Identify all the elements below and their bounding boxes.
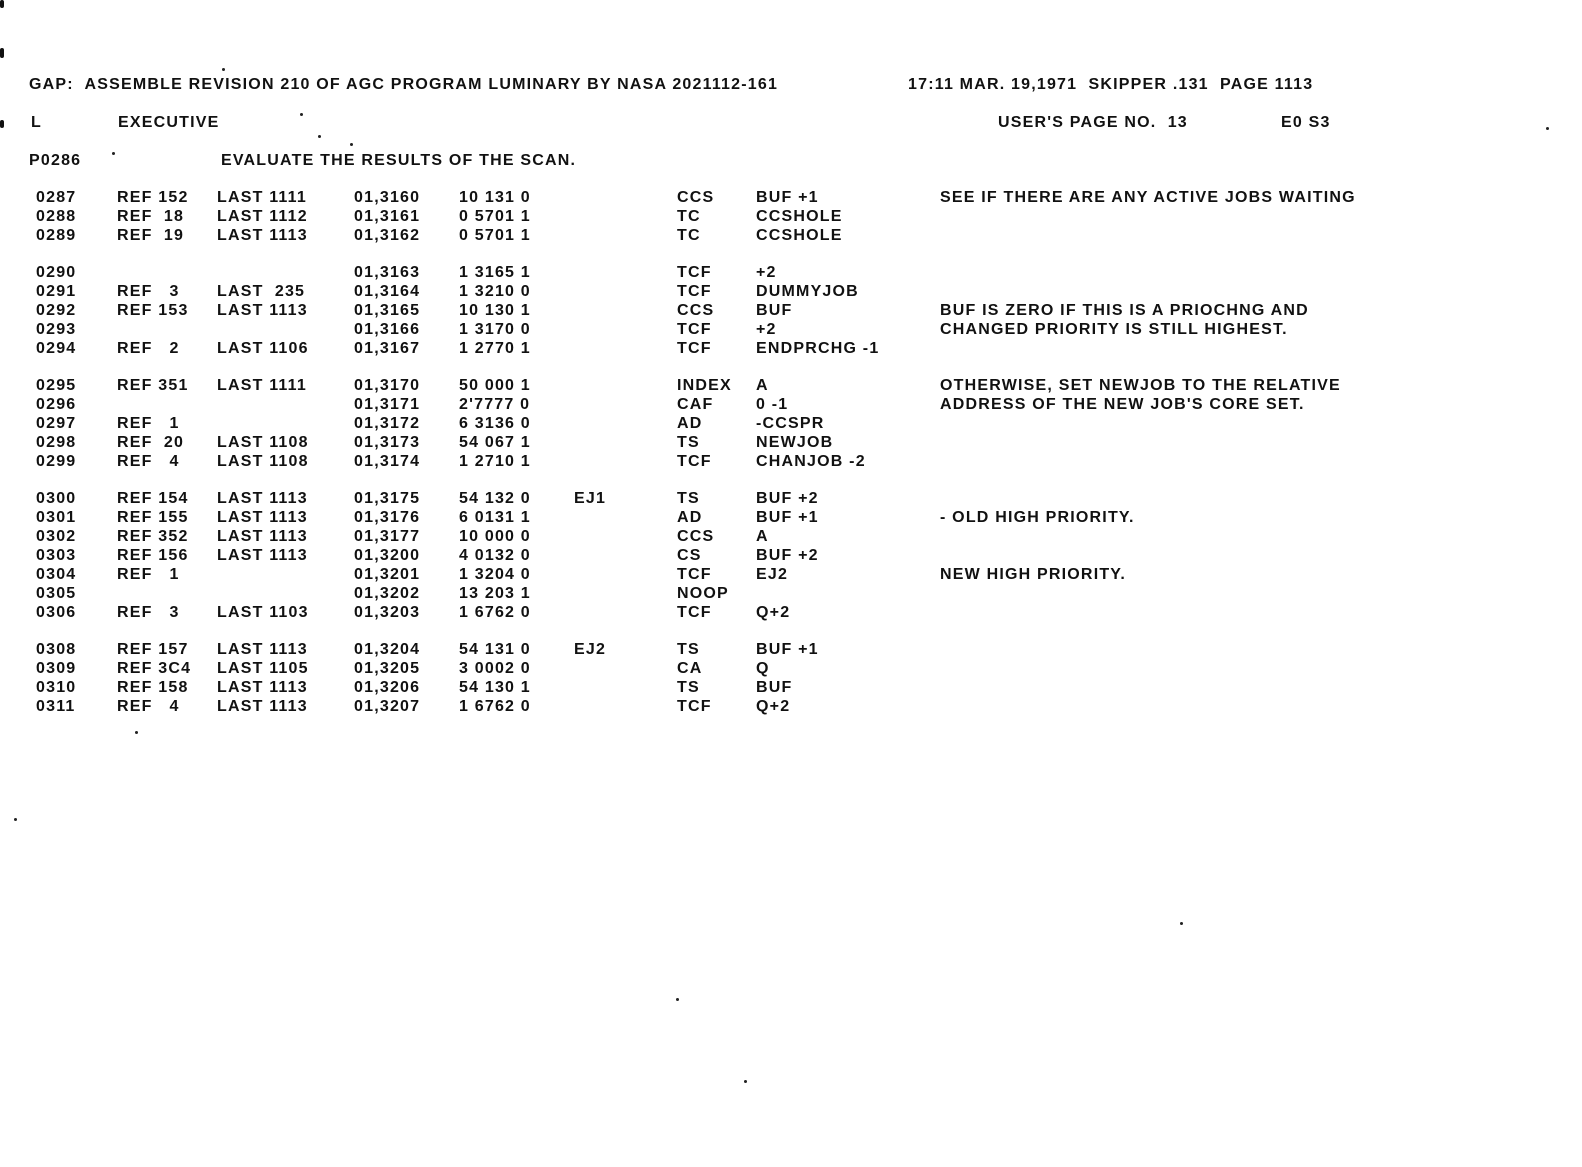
operand: DUMMYJOB — [756, 283, 859, 300]
listing-row — [0, 339, 1582, 358]
opcode: CAF — [677, 396, 714, 413]
operand: ENDPRCHG -1 — [756, 340, 880, 357]
listing-row — [0, 565, 1582, 584]
line-number: 0302 — [36, 528, 77, 545]
octal-word: 1 2710 1 — [459, 453, 531, 470]
listing-row — [0, 282, 1582, 301]
ref-count: REF 1 — [117, 566, 180, 583]
opcode: TCF — [677, 283, 712, 300]
scan-edge-mark — [0, 0, 4, 8]
last-ref-page: LAST 1103 — [217, 604, 309, 621]
memory-address: 01,3202 — [354, 585, 421, 602]
listing-row — [0, 527, 1582, 546]
opcode: TCF — [677, 340, 712, 357]
operand: EJ2 — [756, 566, 789, 583]
octal-word: 4 0132 0 — [459, 547, 531, 564]
last-ref-page: LAST 1113 — [217, 528, 308, 545]
line-number: 0290 — [36, 264, 77, 281]
scan-speck — [300, 113, 303, 116]
operand: +2 — [756, 264, 777, 281]
memory-address: 01,3207 — [354, 698, 421, 715]
octal-word: 1 6762 0 — [459, 604, 531, 621]
comment-line-number: P0286 — [29, 152, 82, 169]
operand: Q+2 — [756, 698, 791, 715]
listing-row — [0, 414, 1582, 433]
listing-row — [0, 678, 1582, 697]
operand: CCSHOLE — [756, 227, 843, 244]
ref-count: REF 352 — [117, 528, 189, 545]
memory-address: 01,3161 — [354, 208, 421, 225]
opcode: TS — [677, 490, 700, 507]
operand: NEWJOB — [756, 434, 834, 451]
scan-speck — [318, 135, 321, 138]
octal-word: 0 5701 1 — [459, 208, 531, 225]
opcode: CCS — [677, 189, 715, 206]
octal-word: 13 203 1 — [459, 585, 531, 602]
operand: BUF — [756, 679, 793, 696]
listing-row — [0, 659, 1582, 678]
operand: +2 — [756, 321, 777, 338]
line-number: 0301 — [36, 509, 77, 526]
line-number: 0303 — [36, 547, 77, 564]
line-number: 0311 — [36, 698, 76, 715]
opcode: TCF — [677, 321, 712, 338]
last-ref-page: LAST 235 — [217, 283, 306, 300]
last-ref-page: LAST 1113 — [217, 227, 308, 244]
ref-count: REF 20 — [117, 434, 185, 451]
line-number: 0308 — [36, 641, 77, 658]
opcode: CCS — [677, 528, 715, 545]
octal-word: 1 3210 0 — [459, 283, 531, 300]
last-ref-page: LAST 1111 — [217, 377, 307, 394]
line-number: 0305 — [36, 585, 77, 602]
listing-row — [0, 226, 1582, 245]
line-number: 0297 — [36, 415, 77, 432]
memory-address: 01,3204 — [354, 641, 421, 658]
octal-word: 1 6762 0 — [459, 698, 531, 715]
memory-address: 01,3172 — [354, 415, 421, 432]
opcode: INDEX — [677, 377, 732, 394]
memory-address: 01,3162 — [354, 227, 421, 244]
last-ref-page: LAST 1106 — [217, 340, 309, 357]
memory-address: 01,3177 — [354, 528, 421, 545]
line-number: 0299 — [36, 453, 77, 470]
listing-row — [0, 207, 1582, 226]
ref-count: REF 154 — [117, 490, 189, 507]
memory-address: 01,3166 — [354, 321, 421, 338]
operand: A — [756, 377, 769, 394]
comment: SEE IF THERE ARE ANY ACTIVE JOBS WAITING — [940, 189, 1356, 206]
page-code: E0 S3 — [1281, 114, 1331, 131]
operand: Q+2 — [756, 604, 791, 621]
opcode: TCF — [677, 264, 712, 281]
ref-count: REF 156 — [117, 547, 189, 564]
memory-address: 01,3200 — [354, 547, 421, 564]
memory-address: 01,3171 — [354, 396, 421, 413]
listing-row — [0, 584, 1582, 603]
opcode: TS — [677, 641, 700, 658]
memory-address: 01,3174 — [354, 453, 421, 470]
listing-row — [0, 452, 1582, 471]
listing-row — [0, 376, 1582, 395]
octal-word: 54 132 0 — [459, 490, 531, 507]
last-ref-page: LAST 1113 — [217, 547, 308, 564]
opcode: TCF — [677, 698, 712, 715]
ref-count: REF 3 — [117, 604, 180, 621]
memory-address: 01,3164 — [354, 283, 421, 300]
operand: BUF — [756, 302, 793, 319]
last-ref-page: LAST 1105 — [217, 660, 309, 677]
listing-row — [0, 263, 1582, 282]
last-ref-page: LAST 1113 — [217, 302, 308, 319]
memory-address: 01,3201 — [354, 566, 421, 583]
octal-word: 2'7777 0 — [459, 396, 531, 413]
location-label: EJ1 — [574, 490, 607, 507]
line-number: 0296 — [36, 396, 77, 413]
memory-address: 01,3170 — [354, 377, 421, 394]
octal-word: 54 067 1 — [459, 434, 531, 451]
opcode: TS — [677, 434, 700, 451]
scan-speck — [744, 1080, 747, 1083]
scan-speck — [14, 818, 17, 821]
opcode: TCF — [677, 604, 712, 621]
line-number: 0304 — [36, 566, 77, 583]
operand: BUF +1 — [756, 641, 819, 658]
memory-address: 01,3160 — [354, 189, 421, 206]
line-number: 0306 — [36, 604, 77, 621]
memory-address: 01,3176 — [354, 509, 421, 526]
listing-row — [0, 508, 1582, 527]
ref-count: REF 2 — [117, 340, 180, 357]
ref-count: REF 155 — [117, 509, 189, 526]
scan-speck — [112, 152, 115, 155]
opcode: TS — [677, 679, 700, 696]
scan-speck — [1546, 127, 1549, 130]
ref-count: REF 153 — [117, 302, 189, 319]
ref-count: REF 158 — [117, 679, 189, 696]
listing-row — [0, 188, 1582, 207]
log-letter: L — [31, 114, 42, 131]
memory-address: 01,3206 — [354, 679, 421, 696]
line-number: 0287 — [36, 189, 77, 206]
operand: BUF +2 — [756, 490, 819, 507]
octal-word: 10 131 0 — [459, 189, 531, 206]
listing-row — [0, 489, 1582, 508]
users-page-number: USER'S PAGE NO. 13 — [998, 114, 1188, 131]
memory-address: 01,3175 — [354, 490, 421, 507]
octal-word: 10 130 1 — [459, 302, 531, 319]
opcode: NOOP — [677, 585, 729, 602]
line-number: 0294 — [36, 340, 77, 357]
operand: Q — [756, 660, 770, 677]
octal-word: 3 0002 0 — [459, 660, 531, 677]
memory-address: 01,3163 — [354, 264, 421, 281]
ref-count: REF 351 — [117, 377, 189, 394]
last-ref-page: LAST 1113 — [217, 679, 308, 696]
last-ref-page: LAST 1113 — [217, 641, 308, 658]
operand: -CCSPR — [756, 415, 825, 432]
octal-word: 54 130 1 — [459, 679, 531, 696]
scan-edge-mark — [0, 120, 4, 128]
scan-edge-mark — [0, 48, 4, 58]
header-date-page: 17:11 MAR. 19,1971 SKIPPER .131 PAGE 1113 — [908, 76, 1314, 93]
octal-word: 0 5701 1 — [459, 227, 531, 244]
operand: CHANJOB -2 — [756, 453, 866, 470]
last-ref-page: LAST 1112 — [217, 208, 308, 225]
operand: BUF +2 — [756, 547, 819, 564]
scan-speck — [135, 731, 138, 734]
comment: - OLD HIGH PRIORITY. — [940, 509, 1135, 526]
memory-address: 01,3165 — [354, 302, 421, 319]
opcode: CCS — [677, 302, 715, 319]
scan-speck — [1180, 922, 1183, 925]
octal-word: 1 2770 1 — [459, 340, 531, 357]
header-title: GAP: ASSEMBLE REVISION 210 OF AGC PROGRAM LUMINARY BY NASA 2021112-161 — [29, 76, 779, 93]
ref-count: REF 18 — [117, 208, 185, 225]
line-number: 0288 — [36, 208, 77, 225]
location-label: EJ2 — [574, 641, 607, 658]
memory-address: 01,3205 — [354, 660, 421, 677]
comment: OTHERWISE, SET NEWJOB TO THE RELATIVE — [940, 377, 1341, 394]
octal-word: 6 3136 0 — [459, 415, 531, 432]
memory-address: 01,3167 — [354, 340, 421, 357]
listing-row — [0, 301, 1582, 320]
octal-word: 10 000 0 — [459, 528, 531, 545]
opcode: CS — [677, 547, 702, 564]
scan-speck — [350, 143, 353, 146]
listing-row — [0, 603, 1582, 622]
listing-row — [0, 697, 1582, 716]
opcode: AD — [677, 415, 703, 432]
listing-row — [0, 640, 1582, 659]
line-number: 0291 — [36, 283, 77, 300]
listing-row — [0, 395, 1582, 414]
line-number: 0300 — [36, 490, 77, 507]
memory-address: 01,3203 — [354, 604, 421, 621]
operand: BUF +1 — [756, 189, 819, 206]
last-ref-page: LAST 1113 — [217, 509, 308, 526]
operand: CCSHOLE — [756, 208, 843, 225]
last-ref-page: LAST 1108 — [217, 453, 309, 470]
octal-word: 1 3165 1 — [459, 264, 531, 281]
ref-count: REF 157 — [117, 641, 189, 658]
opcode: TCF — [677, 566, 712, 583]
listing-row — [0, 546, 1582, 565]
octal-word: 1 3170 0 — [459, 321, 531, 338]
line-number: 0298 — [36, 434, 77, 451]
last-ref-page: LAST 1113 — [217, 698, 308, 715]
section-title: EXECUTIVE — [118, 114, 220, 131]
comment: ADDRESS OF THE NEW JOB'S CORE SET. — [940, 396, 1305, 413]
ref-count: REF 3 — [117, 283, 180, 300]
last-ref-page: LAST 1113 — [217, 490, 308, 507]
octal-word: 1 3204 0 — [459, 566, 531, 583]
last-ref-page: LAST 1111 — [217, 189, 307, 206]
listing-row — [0, 433, 1582, 452]
comment: NEW HIGH PRIORITY. — [940, 566, 1127, 583]
comment: BUF IS ZERO IF THIS IS A PRIOCHNG AND — [940, 302, 1309, 319]
last-ref-page: LAST 1108 — [217, 434, 309, 451]
scan-speck — [222, 68, 225, 71]
octal-word: 6 0131 1 — [459, 509, 531, 526]
ref-count: REF 3C4 — [117, 660, 192, 677]
operand: 0 -1 — [756, 396, 789, 413]
operand: BUF +1 — [756, 509, 819, 526]
line-number: 0310 — [36, 679, 77, 696]
scan-speck — [676, 998, 679, 1001]
ref-count: REF 19 — [117, 227, 185, 244]
line-number: 0295 — [36, 377, 77, 394]
comment-line-text: EVALUATE THE RESULTS OF THE SCAN. — [221, 152, 577, 169]
octal-word: 50 000 1 — [459, 377, 531, 394]
operand: A — [756, 528, 769, 545]
ref-count: REF 4 — [117, 453, 180, 470]
ref-count: REF 4 — [117, 698, 180, 715]
listing-row — [0, 320, 1582, 339]
octal-word: 54 131 0 — [459, 641, 531, 658]
opcode: TC — [677, 208, 701, 225]
line-number: 0293 — [36, 321, 77, 338]
opcode: AD — [677, 509, 703, 526]
opcode: TCF — [677, 453, 712, 470]
opcode: TC — [677, 227, 701, 244]
opcode: CA — [677, 660, 703, 677]
line-number: 0292 — [36, 302, 77, 319]
ref-count: REF 152 — [117, 189, 189, 206]
ref-count: REF 1 — [117, 415, 180, 432]
line-number: 0309 — [36, 660, 77, 677]
line-number: 0289 — [36, 227, 77, 244]
comment: CHANGED PRIORITY IS STILL HIGHEST. — [940, 321, 1288, 338]
memory-address: 01,3173 — [354, 434, 421, 451]
